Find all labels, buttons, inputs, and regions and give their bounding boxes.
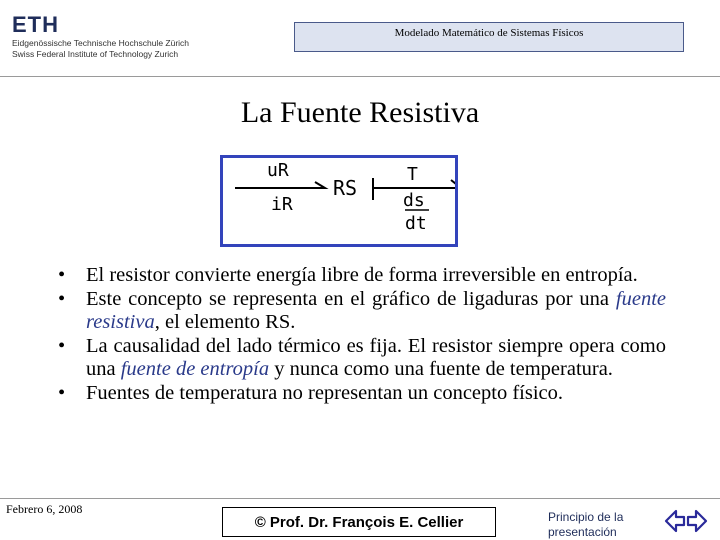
bullet-emphasis: fuente resistiva (86, 287, 666, 333)
right-bond-half-arrow (451, 180, 455, 188)
bullet-text-tail: , el elemento RS. (154, 311, 296, 333)
footer-author-box (222, 507, 496, 537)
bullet-item: • La causalidad del lado térmico es fija. El resistor siempre opera como una fuente de entropía y nunca como una fuente de temperatura. (58, 334, 666, 380)
bullet-emphasis: fuente de entropía (120, 358, 270, 380)
temperature-label: T (407, 164, 418, 185)
bullet-text: La causalidad del lado térmico es fija. El resistor siempre opera como una (86, 334, 666, 380)
eth-logo-line1: Eidgenössische Technische Hochschule Zürich (12, 38, 190, 48)
eth-wordmark: ETH (12, 12, 59, 37)
header-title: Modelado Matemático de Sistemas Físicos (394, 27, 584, 39)
footer-divider (0, 498, 720, 499)
slide-title: La Fuente Resistiva (240, 96, 480, 129)
eth-logo (12, 12, 212, 62)
bullet-item: • El resistor convierte energía libre de forma irreversible en entropía. (58, 264, 638, 286)
effort-label: uR (267, 160, 289, 181)
header-title-box (294, 22, 684, 52)
nav-arrows-svg (664, 508, 708, 534)
entropy-flow-numerator: ds (403, 190, 425, 211)
eth-logo-line2: Swiss Federal Institute of Technology Zurich (12, 49, 179, 59)
header-divider (0, 76, 720, 77)
flow-label: iR (271, 194, 293, 215)
left-bond-half-arrow (315, 182, 325, 188)
footer-date: Febrero 6, 2008 (6, 502, 83, 516)
bond-graph-diagram (220, 155, 458, 247)
bullet-text-tail: y nunca como una fuente de temperatura. (269, 358, 613, 380)
entropy-flow-denominator: dt (405, 213, 427, 234)
bullet-item: • Fuentes de temperatura no representan un concepto físico. (58, 381, 564, 404)
bullet-item: • Este concepto se representa en el gráfico de ligaduras por una fuente resistiva, el elemento RS. (58, 287, 666, 333)
footer-author: © Prof. Dr. François E. Cellier (254, 513, 464, 531)
bullet-list (58, 264, 666, 405)
element-label: RS (333, 176, 358, 200)
bullet-text: Fuentes de temperatura no representan un concepto físico. (86, 381, 564, 404)
start-of-presentation-link[interactable]: Principio de la presentación (548, 510, 624, 539)
prev-next-arrows-icon[interactable] (664, 508, 708, 534)
bullet-text: Este concepto se representa en el gráfico de ligaduras por una (86, 287, 616, 310)
bullet-text: El resistor convierte energía libre de forma irreversible en entropía. (86, 264, 638, 286)
